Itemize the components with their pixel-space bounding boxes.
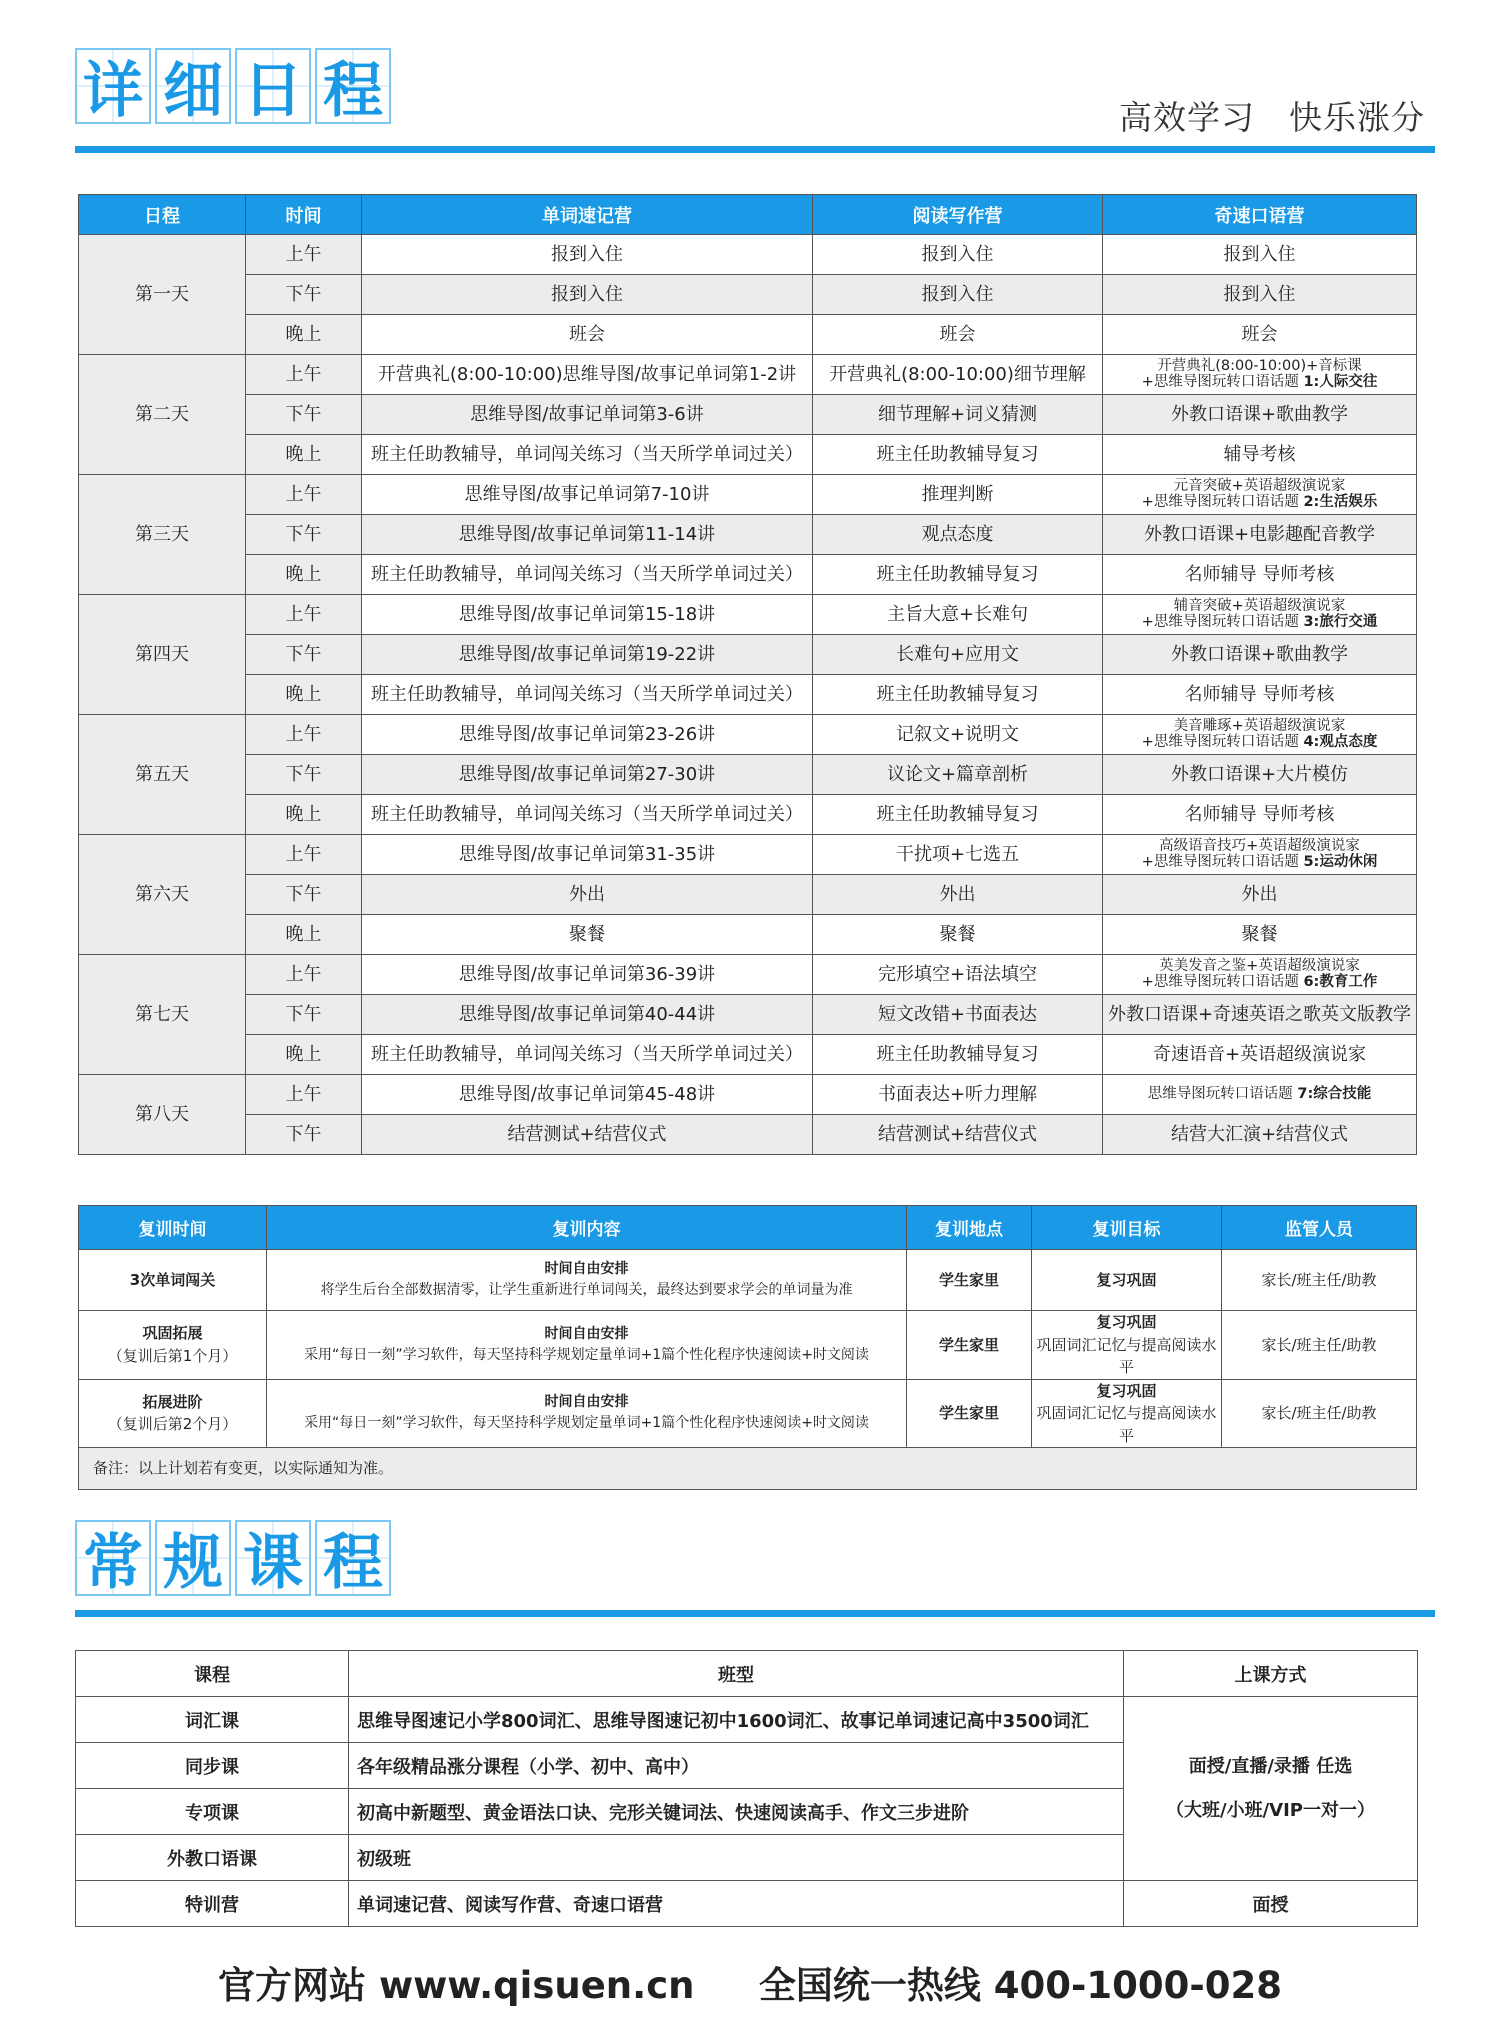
course-name: 特训营: [76, 1881, 349, 1927]
table-row: [79, 235, 1417, 275]
day-label: 第八天: [79, 1075, 246, 1155]
day-label: 第一天: [79, 235, 246, 355]
reading-camp-cell: 细节理解+词义猜测: [813, 395, 1103, 435]
speaking-camp-cell: [1103, 955, 1417, 995]
table-row: [79, 555, 1417, 595]
reading-camp-cell: 书面表达+听力理解: [813, 1075, 1103, 1115]
time-slot: 晚上: [246, 795, 362, 835]
vocab-camp-cell: 班主任助教辅导，单词闯关练习（当天所学单词过关）: [362, 795, 813, 835]
reading-camp-cell: 班主任助教辅导复习: [813, 675, 1103, 715]
vocab-camp-cell: 结营测试+结营仪式: [362, 1115, 813, 1155]
review-time-sub: （复训后第1个月）: [107, 1346, 238, 1365]
review-content: [267, 1379, 907, 1448]
table-row: [79, 835, 1417, 875]
review-content-title: 时间自由安排: [544, 1325, 629, 1342]
title-char: 细: [155, 48, 231, 124]
review-time: [79, 1311, 267, 1380]
vocab-camp-cell: 思维导图/故事记单词第40-44讲: [362, 995, 813, 1035]
reading-camp-cell: 议论文+篇章剖析: [813, 755, 1103, 795]
review-goal-main: 复习巩固: [1096, 1381, 1157, 1400]
review-staff: 家长/班主任/助教: [1222, 1250, 1417, 1311]
table-row: [79, 715, 1417, 755]
vocab-camp-cell: 思维导图/故事记单词第7-10讲: [362, 475, 813, 515]
table-row: [79, 995, 1417, 1035]
course-name: 同步课: [76, 1743, 349, 1789]
time-slot: 晚上: [246, 675, 362, 715]
section-header-regular: [75, 1520, 1435, 1620]
time-slot: 上午: [246, 595, 362, 635]
table-row: [79, 315, 1417, 355]
site-url[interactable]: www.qisuen.cn: [378, 1964, 695, 2007]
reading-camp-cell: 班主任助教辅导复习: [813, 795, 1103, 835]
time-slot: 上午: [246, 355, 362, 395]
header-review-goal: 复训目标: [1032, 1206, 1222, 1250]
speaking-camp-cell: [1103, 1075, 1417, 1115]
review-content-desc: 采用“每日一刻”学习软件，每天坚持科学规划定量单词+1篇个性化程序快速阅读+时文阅读: [304, 1415, 869, 1432]
speaking-camp-line2: [1105, 615, 1414, 630]
table-row: [76, 1881, 1418, 1927]
speaking-topic: 4:观点态度: [1303, 733, 1378, 750]
reading-camp-cell: 结营测试+结营仪式: [813, 1115, 1103, 1155]
vocab-camp-cell: 思维导图/故事记单词第45-48讲: [362, 1075, 813, 1115]
vocab-camp-cell: 班主任助教辅导，单词闯关练习（当天所学单词过关）: [362, 675, 813, 715]
table-row: [79, 355, 1417, 395]
time-slot: 晚上: [246, 315, 362, 355]
course-method: [1124, 1697, 1418, 1881]
speaking-camp-cell: 外教口语课+大片模仿: [1103, 755, 1417, 795]
table-row: [79, 955, 1417, 995]
speaking-camp-cell: 报到入住: [1103, 235, 1417, 275]
course-type: 初级班: [349, 1835, 1124, 1881]
table-row: [79, 675, 1417, 715]
reading-camp-cell: 班主任助教辅导复习: [813, 555, 1103, 595]
speaking-camp-cell: [1103, 715, 1417, 755]
speaking-camp-cell: 外教口语课+歌曲教学: [1103, 635, 1417, 675]
table-row: [79, 435, 1417, 475]
title-char: 常: [75, 1520, 151, 1596]
time-slot: 晚上: [246, 915, 362, 955]
speaking-camp-line2: [1105, 855, 1414, 870]
table-row: [79, 1311, 1417, 1380]
speaking-camp-cell: 名师辅导 导师考核: [1103, 675, 1417, 715]
reading-camp-cell: 完形填空+语法填空: [813, 955, 1103, 995]
review-time-sub: （复训后第2个月）: [107, 1415, 238, 1434]
section-title-regular: [75, 1520, 1435, 1596]
vocab-camp-cell: 班主任助教辅导，单词闯关练习（当天所学单词过关）: [362, 555, 813, 595]
header-review-content: 复训内容: [267, 1206, 907, 1250]
time-slot: 上午: [246, 475, 362, 515]
hotline-number: 400-1000-028: [993, 1964, 1282, 2007]
time-slot: 晚上: [246, 1035, 362, 1075]
time-slot: 下午: [246, 635, 362, 675]
reading-camp-cell: 短文改错+书面表达: [813, 995, 1103, 1035]
reading-camp-cell: 观点态度: [813, 515, 1103, 555]
table-row: [79, 275, 1417, 315]
schedule-table: [78, 194, 1417, 1155]
review-content-title: 时间自由安排: [544, 1261, 629, 1277]
speaking-camp-cell: 外教口语课+歌曲教学: [1103, 395, 1417, 435]
vocab-camp-cell: 思维导图/故事记单词第3-6讲: [362, 395, 813, 435]
review-content-title: 时间自由安排: [544, 1394, 629, 1411]
speaking-topic-prefix: +思维导图玩转口语话题: [1141, 733, 1304, 750]
review-content: [267, 1311, 907, 1380]
header-review-place: 复训地点: [907, 1206, 1032, 1250]
table-row: [76, 1697, 1418, 1743]
vocab-camp-cell: 思维导图/故事记单词第36-39讲: [362, 955, 813, 995]
section-header-schedule: [75, 48, 1435, 158]
header-class-type: 班型: [349, 1651, 1124, 1697]
reading-camp-cell: 记叙文+说明文: [813, 715, 1103, 755]
method-sub: （大班/小班/VIP一对一）: [1166, 1799, 1375, 1821]
header-review-time: 复训时间: [79, 1206, 267, 1250]
course-type: 各年级精品涨分课程（小学、初中、高中）: [349, 1743, 1124, 1789]
speaking-camp-line1: 高级语音技巧+英语超级演说家: [1159, 838, 1360, 855]
speaking-topic-prefix: +思维导图玩转口语话题: [1141, 973, 1304, 990]
speaking-camp-line2: [1105, 1087, 1414, 1102]
day-label: 第六天: [79, 835, 246, 955]
speaking-camp-cell: 奇速语音+英语超级演说家: [1103, 1035, 1417, 1075]
reading-camp-cell: 聚餐: [813, 915, 1103, 955]
reading-camp-cell: 干扰项+七选五: [813, 835, 1103, 875]
review-content-desc: 采用“每日一刻”学习软件，每天坚持科学规划定量单词+1篇个性化程序快速阅读+时文阅读: [304, 1346, 869, 1363]
speaking-topic-prefix: 思维导图玩转口语话题: [1147, 1085, 1298, 1102]
time-slot: 下午: [246, 995, 362, 1035]
schedule-header-row: [79, 195, 1417, 235]
reading-camp-cell: 班会: [813, 315, 1103, 355]
title-char: 课: [235, 1520, 311, 1596]
table-row: [79, 635, 1417, 675]
speaking-camp-line2: [1105, 735, 1414, 750]
header-method: 上课方式: [1124, 1651, 1418, 1697]
speaking-topic: 6:教育工作: [1303, 973, 1378, 990]
speaking-topic: 7:综合技能: [1297, 1085, 1372, 1102]
review-note: 备注：以上计划若有变更，以实际通知为准。: [79, 1448, 1417, 1490]
table-row: [79, 755, 1417, 795]
speaking-camp-line1: 元音突破+英语超级演说家: [1173, 478, 1346, 495]
vocab-camp-cell: 班主任助教辅导，单词闯关练习（当天所学单词过关）: [362, 1035, 813, 1075]
time-slot: 上午: [246, 835, 362, 875]
time-slot: 晚上: [246, 435, 362, 475]
table-row: [79, 915, 1417, 955]
review-goal: 复习巩固: [1032, 1250, 1222, 1311]
review-place: 学生家里: [907, 1379, 1032, 1448]
vocab-camp-cell: 聚餐: [362, 915, 813, 955]
time-slot: 上午: [246, 955, 362, 995]
speaking-camp-line1: 开营典礼(8:00-10:00)+音标课: [1157, 358, 1362, 375]
vocab-camp-cell: 思维导图/故事记单词第27-30讲: [362, 755, 813, 795]
vocab-camp-cell: 思维导图/故事记单词第15-18讲: [362, 595, 813, 635]
speaking-camp-line2: [1105, 495, 1414, 510]
day-label: 第五天: [79, 715, 246, 835]
reading-camp-cell: 报到入住: [813, 235, 1103, 275]
review-goal-main: 复习巩固: [1096, 1313, 1157, 1331]
vocab-camp-cell: 开营典礼(8:00-10:00)思维导图/故事记单词第1-2讲: [362, 355, 813, 395]
time-slot: 下午: [246, 755, 362, 795]
table-row: [79, 795, 1417, 835]
speaking-camp-line1: 美音雕琢+英语超级演说家: [1173, 718, 1346, 735]
speaking-camp-line2: [1105, 975, 1414, 990]
review-goal-sub: 巩固词汇记忆与提高阅读水平: [1036, 1404, 1217, 1445]
time-slot: 下午: [246, 515, 362, 555]
reading-camp-cell: 班主任助教辅导复习: [813, 435, 1103, 475]
vocab-camp-cell: 思维导图/故事记单词第19-22讲: [362, 635, 813, 675]
table-row: [79, 595, 1417, 635]
header-time: 时间: [246, 195, 362, 235]
review-time-main: 拓展进阶: [142, 1392, 203, 1411]
reading-camp-cell: 长难句+应用文: [813, 635, 1103, 675]
title-char: 详: [75, 48, 151, 124]
vocab-camp-cell: 思维导图/故事记单词第23-26讲: [362, 715, 813, 755]
note-row: [79, 1448, 1417, 1490]
speaking-topic-prefix: +思维导图玩转口语话题: [1141, 493, 1304, 510]
speaking-camp-cell: 聚餐: [1103, 915, 1417, 955]
table-row: [79, 1379, 1417, 1448]
title-char: 日: [235, 48, 311, 124]
review-place: 学生家里: [907, 1311, 1032, 1380]
table-row: [79, 1035, 1417, 1075]
speaking-topic-prefix: +思维导图玩转口语话题: [1141, 613, 1304, 630]
time-slot: 下午: [246, 875, 362, 915]
review-time: [79, 1250, 267, 1311]
site-label: 官方网站: [218, 1964, 367, 2007]
table-row: [79, 875, 1417, 915]
review-goal: [1032, 1379, 1222, 1448]
time-slot: 下午: [246, 275, 362, 315]
regular-header-row: [76, 1651, 1418, 1697]
time-slot: 上午: [246, 715, 362, 755]
time-slot: 上午: [246, 235, 362, 275]
table-row: [79, 515, 1417, 555]
header-vocab-camp: 单词速记营: [362, 195, 813, 235]
review-time-main: 3次单词闯关: [129, 1270, 216, 1289]
hotline-label: 全国统一热线: [758, 1964, 981, 2007]
review-staff: 家长/班主任/助教: [1222, 1379, 1417, 1448]
speaking-camp-line2: [1105, 375, 1414, 390]
time-slot: 晚上: [246, 555, 362, 595]
review-goal: [1032, 1311, 1222, 1380]
day-label: 第二天: [79, 355, 246, 475]
course-name: 外教口语课: [76, 1835, 349, 1881]
schedule-body: [79, 235, 1417, 1155]
course-type: 思维导图速记小学800词汇、思维导图速记初中1600词汇、故事记单词速记高中3500词汇: [349, 1697, 1124, 1743]
speaking-camp-cell: 结营大汇演+结营仪式: [1103, 1115, 1417, 1155]
speaking-camp-cell: 班会: [1103, 315, 1417, 355]
vocab-camp-cell: 班主任助教辅导，单词闯关练习（当天所学单词过关）: [362, 435, 813, 475]
table-row: [79, 1250, 1417, 1311]
slogan: 高效学习 快乐涨分: [1119, 98, 1425, 137]
review-content: [267, 1250, 907, 1311]
title-char: 程: [315, 48, 391, 124]
speaking-camp-line1: 辅音突破+英语超级演说家: [1173, 598, 1346, 615]
day-label: 第四天: [79, 595, 246, 715]
header-course: 课程: [76, 1651, 349, 1697]
title-char: 程: [315, 1520, 391, 1596]
speaking-camp-cell: [1103, 835, 1417, 875]
course-method-last: 面授: [1124, 1881, 1418, 1927]
footer: [0, 1955, 1500, 2009]
course-type: 初高中新题型、黄金语法口诀、完形关键词法、快速阅读高手、作文三步进阶: [349, 1789, 1124, 1835]
time-slot: 下午: [246, 395, 362, 435]
review-goal-sub: 巩固词汇记忆与提高阅读水平: [1036, 1335, 1217, 1376]
review-time-main: 巩固拓展: [142, 1324, 203, 1343]
time-slot: 下午: [246, 1115, 362, 1155]
vocab-camp-cell: 思维导图/故事记单词第31-35讲: [362, 835, 813, 875]
method-main: 面授/直播/录播 任选: [1188, 1756, 1353, 1778]
day-label: 第七天: [79, 955, 246, 1075]
speaking-camp-cell: 辅导考核: [1103, 435, 1417, 475]
review-table: [78, 1205, 1417, 1490]
header-day: 日程: [79, 195, 246, 235]
vocab-camp-cell: 班会: [362, 315, 813, 355]
vocab-camp-cell: 思维导图/故事记单词第11-14讲: [362, 515, 813, 555]
table-row: [79, 475, 1417, 515]
course-name: 词汇课: [76, 1697, 349, 1743]
table-row: [79, 1115, 1417, 1155]
review-header-row: [79, 1206, 1417, 1250]
reading-camp-cell: 开营典礼(8:00-10:00)细节理解: [813, 355, 1103, 395]
speaking-camp-cell: 名师辅导 导师考核: [1103, 555, 1417, 595]
speaking-topic: 5:运动休闲: [1303, 853, 1378, 870]
course-name: 专项课: [76, 1789, 349, 1835]
regular-course-table: [75, 1650, 1418, 1927]
divider-line: [75, 1610, 1435, 1617]
speaking-topic: 2:生活娱乐: [1303, 493, 1378, 510]
reading-camp-cell: 推理判断: [813, 475, 1103, 515]
title-char: 规: [155, 1520, 231, 1596]
divider-line: [75, 146, 1435, 153]
reading-camp-cell: 班主任助教辅导复习: [813, 1035, 1103, 1075]
review-content-desc: 将学生后台全部数据清零，让学生重新进行单词闯关，最终达到要求学会的单词量为准: [320, 1282, 853, 1298]
speaking-camp-cell: [1103, 595, 1417, 635]
time-slot: 上午: [246, 1075, 362, 1115]
table-row: [79, 1075, 1417, 1115]
table-row: [79, 395, 1417, 435]
course-type: 单词速记营、阅读写作营、奇速口语营: [349, 1881, 1124, 1927]
header-speaking-camp: 奇速口语营: [1103, 195, 1417, 235]
header-reading-camp: 阅读写作营: [813, 195, 1103, 235]
review-time: [79, 1379, 267, 1448]
reading-camp-cell: 主旨大意+长难句: [813, 595, 1103, 635]
vocab-camp-cell: 外出: [362, 875, 813, 915]
reading-camp-cell: 外出: [813, 875, 1103, 915]
vocab-camp-cell: 报到入住: [362, 235, 813, 275]
speaking-topic-prefix: +思维导图玩转口语话题: [1141, 853, 1304, 870]
speaking-camp-cell: 外教口语课+电影趣配音教学: [1103, 515, 1417, 555]
reading-camp-cell: 报到入住: [813, 275, 1103, 315]
speaking-camp-cell: 外出: [1103, 875, 1417, 915]
speaking-camp-cell: 名师辅导 导师考核: [1103, 795, 1417, 835]
speaking-topic: 1:人际交往: [1303, 373, 1378, 390]
header-review-staff: 监管人员: [1222, 1206, 1417, 1250]
speaking-camp-line1: 英美发音之鉴+英语超级演说家: [1159, 958, 1360, 975]
review-staff: 家长/班主任/助教: [1222, 1311, 1417, 1380]
speaking-topic-prefix: +思维导图玩转口语话题: [1141, 373, 1304, 390]
speaking-topic: 3:旅行交通: [1303, 613, 1378, 630]
speaking-camp-cell: [1103, 475, 1417, 515]
speaking-camp-cell: [1103, 355, 1417, 395]
vocab-camp-cell: 报到入住: [362, 275, 813, 315]
day-label: 第三天: [79, 475, 246, 595]
review-place: 学生家里: [907, 1250, 1032, 1311]
speaking-camp-cell: 外教口语课+奇速英语之歌英文版教学: [1103, 995, 1417, 1035]
speaking-camp-cell: 报到入住: [1103, 275, 1417, 315]
